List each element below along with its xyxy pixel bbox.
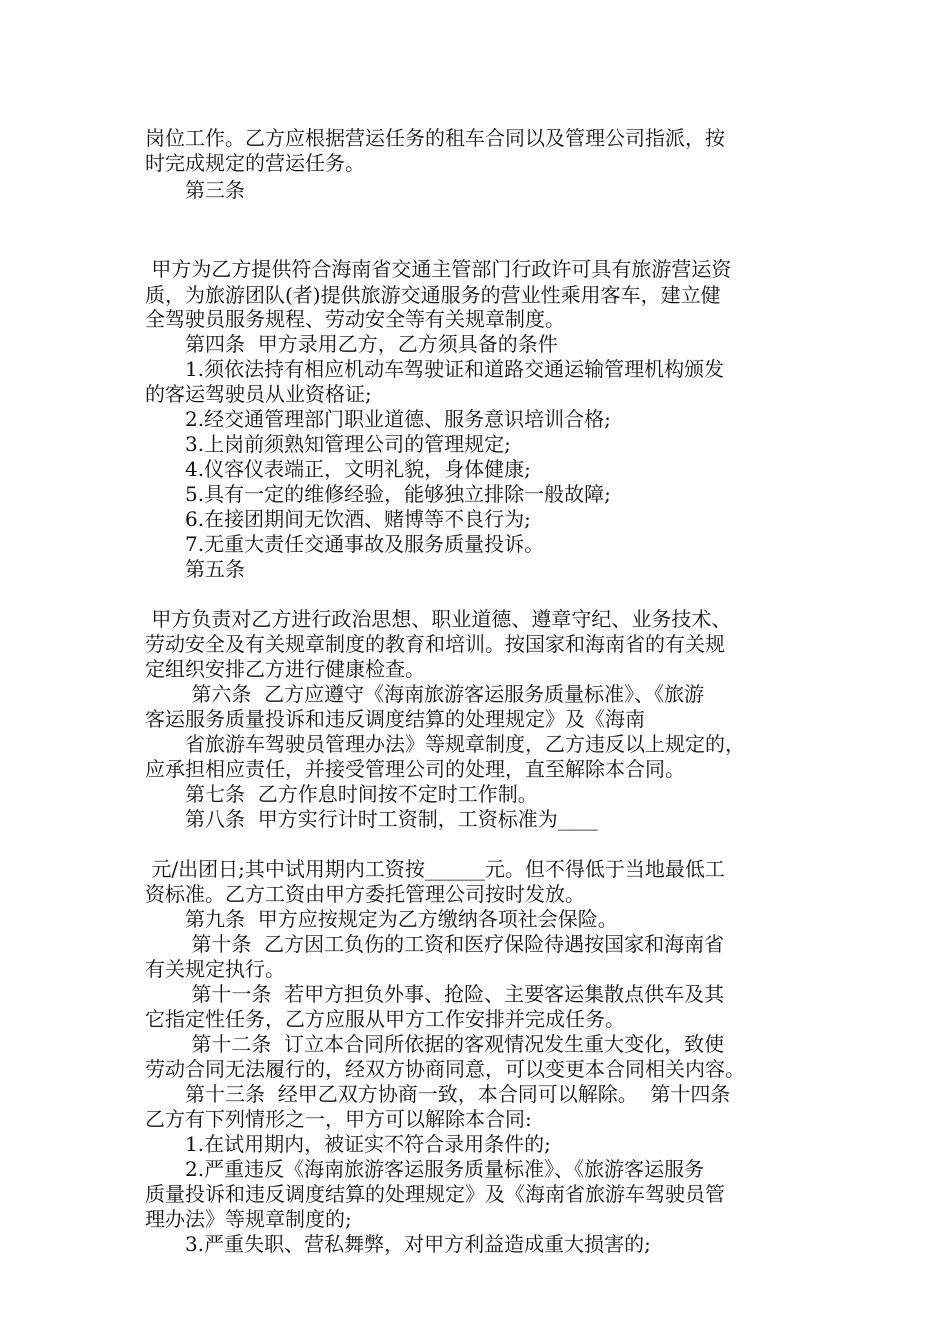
text-line: 乙方有下列情形之一，甲方可以解除本合同:: [145, 1107, 532, 1131]
text-line: 第七条 乙方作息时间按不定时工作制。: [145, 782, 538, 806]
text-line: 劳动合同无法履行的，经双方协商同意，可以变更本合同相关内容。: [145, 1057, 745, 1081]
text-line: 岗位工作。乙方应根据营运任务的租车合同以及管理公司指派，按: [145, 126, 725, 150]
text-line: 它指定性任务，乙方应服从甲方工作安排并完成任务。: [145, 1007, 625, 1031]
text-line: 甲方负责对乙方进行政治思想、职业道德、遵章守纪、业务技术、: [145, 607, 732, 631]
text-line: 第八条 甲方实行计时工资制，工资标准为____: [145, 807, 598, 831]
text-line: 应承担相应责任，并接受管理公司的处理，直至解除本合同。: [145, 757, 685, 781]
text-line: 第三条: [145, 178, 245, 202]
text-line: 时完成规定的营运任务。: [145, 151, 365, 175]
text-line: 第十二条 订立本合同所依据的客观情况发生重大变化，致使: [145, 1032, 725, 1056]
text-line: 4.仪容仪表端正，文明礼貌，身体健康;: [145, 457, 531, 481]
text-line: 5.具有一定的维修经验，能够独立排除一般故障;: [145, 482, 611, 506]
text-line: 7.无重大责任交通事故及服务质量投诉。: [145, 532, 545, 556]
text-line: 劳动安全及有关规章制度的教育和培训。按国家和海南省的有关规: [145, 632, 725, 656]
text-line: 客运服务质量投诉和违反调度结算的处理规定》及《海南: [145, 707, 645, 731]
text-line: 3.严重失职、营私舞弊，对甲方利益造成重大损害的;: [145, 1232, 651, 1256]
text-line: 第九条 甲方应按规定为乙方缴纳各项社会保险。: [145, 907, 618, 931]
text-line: 元/出团日;其中试用期内工资按______元。但不得低于当地最低工: [145, 857, 725, 881]
text-line: 第十三条 经甲乙双方协商一致，本合同可以解除。 第十四条: [145, 1082, 731, 1106]
text-line: 省旅游车驾驶员管理办法》等规章制度，乙方违反以上规定的，: [145, 732, 745, 756]
text-line: 1.在试用期内，被证实不符合录用条件的;: [145, 1132, 551, 1156]
text-line: 定组织安排乙方进行健康检查。: [145, 657, 425, 681]
text-line: 2.严重违反《海南旅游客运服务质量标准》、《旅游客运服务: [145, 1157, 705, 1181]
text-line: 质量投诉和违反调度结算的处理规定》及《海南省旅游车驾驶员管: [145, 1182, 725, 1206]
text-line: 有关规定执行。: [145, 957, 285, 981]
text-line: 质，为旅游团队(者)提供旅游交通服务的营业性乘用客车，建立健: [145, 283, 721, 307]
text-line: 6.在接团期间无饮酒、赌博等不良行为;: [145, 507, 531, 531]
text-line: 第十条 乙方因工负伤的工资和医疗保险待遇按国家和海南省: [145, 932, 725, 956]
text-line: 1.须依法持有相应机动车驾驶证和道路交通运输管理机构颁发: [145, 357, 725, 381]
text-line: 全驾驶员服务规程、劳动安全等有关规章制度。: [145, 307, 565, 331]
text-line: 第五条: [145, 557, 245, 581]
text-line: 3.上岗前须熟知管理公司的管理规定;: [145, 432, 511, 456]
text-line: 第十一条 若甲方担负外事、抢险、主要客运集散点供车及其: [145, 982, 725, 1006]
text-line: 第六条 乙方应遵守《海南旅游客运服务质量标准》、《旅游: [145, 682, 705, 706]
text-line: 甲方为乙方提供符合海南省交通主管部门行政许可具有旅游营运资: [145, 257, 732, 281]
text-line: 理办法》等规章制度的;: [145, 1207, 352, 1231]
text-line: 的客运驾驶员从业资格证;: [145, 382, 372, 406]
text-line: 资标准。乙方工资由甲方委托管理公司按时发放。: [145, 882, 585, 906]
text-line: 2.经交通管理部门职业道德、服务意识培训合格;: [145, 407, 611, 431]
text-line: 第四条 甲方录用乙方，乙方须具备的条件: [145, 332, 558, 356]
